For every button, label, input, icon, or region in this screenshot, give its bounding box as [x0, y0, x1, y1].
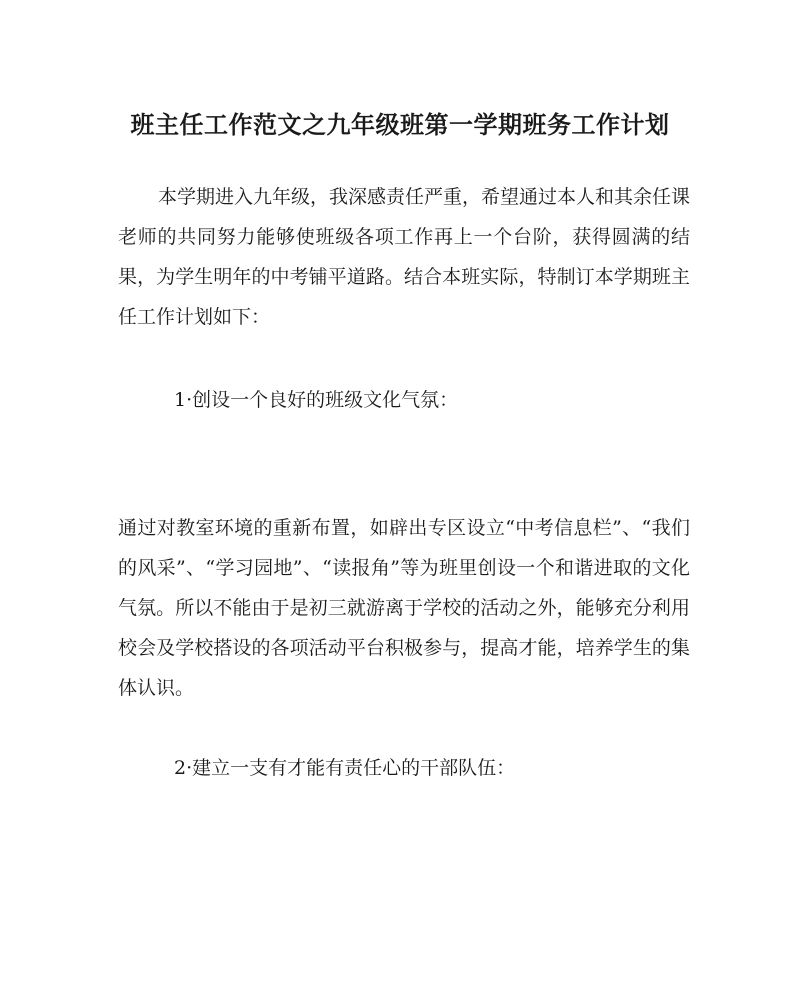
section-2-heading: 2·建立一支有才能有责任心的干部队伍：	[174, 757, 516, 779]
section-1-body: 通过对教室环境的重新布置，如辟出专区设立“中考信息栏”、“我们的风采”、“学习园地”、“读报角”等为班里创设一个和谐进取的文化气氛。所以不能由于是初三就游离于学校的活动之外，能够充分利用校会及学校搭设的各项活动平台积极参与，提高才能，培养学生的集体认识。	[118, 517, 690, 699]
intro-paragraph: 本学期进入九年级，我深感责任严重，希望通过本人和其余任课老师的共同努力能够使班级各项工作再上一个台阶，获得圆满的结果，为学生明年的中考铺平道路。结合本班实际，特制订本学期班主任工作计划如下：	[118, 186, 691, 328]
document-title: 班主任工作范文之九年级班第一学期班务工作计划	[130, 110, 670, 139]
section-1-heading: 1·创设一个良好的班级文化气氛：	[174, 389, 459, 411]
